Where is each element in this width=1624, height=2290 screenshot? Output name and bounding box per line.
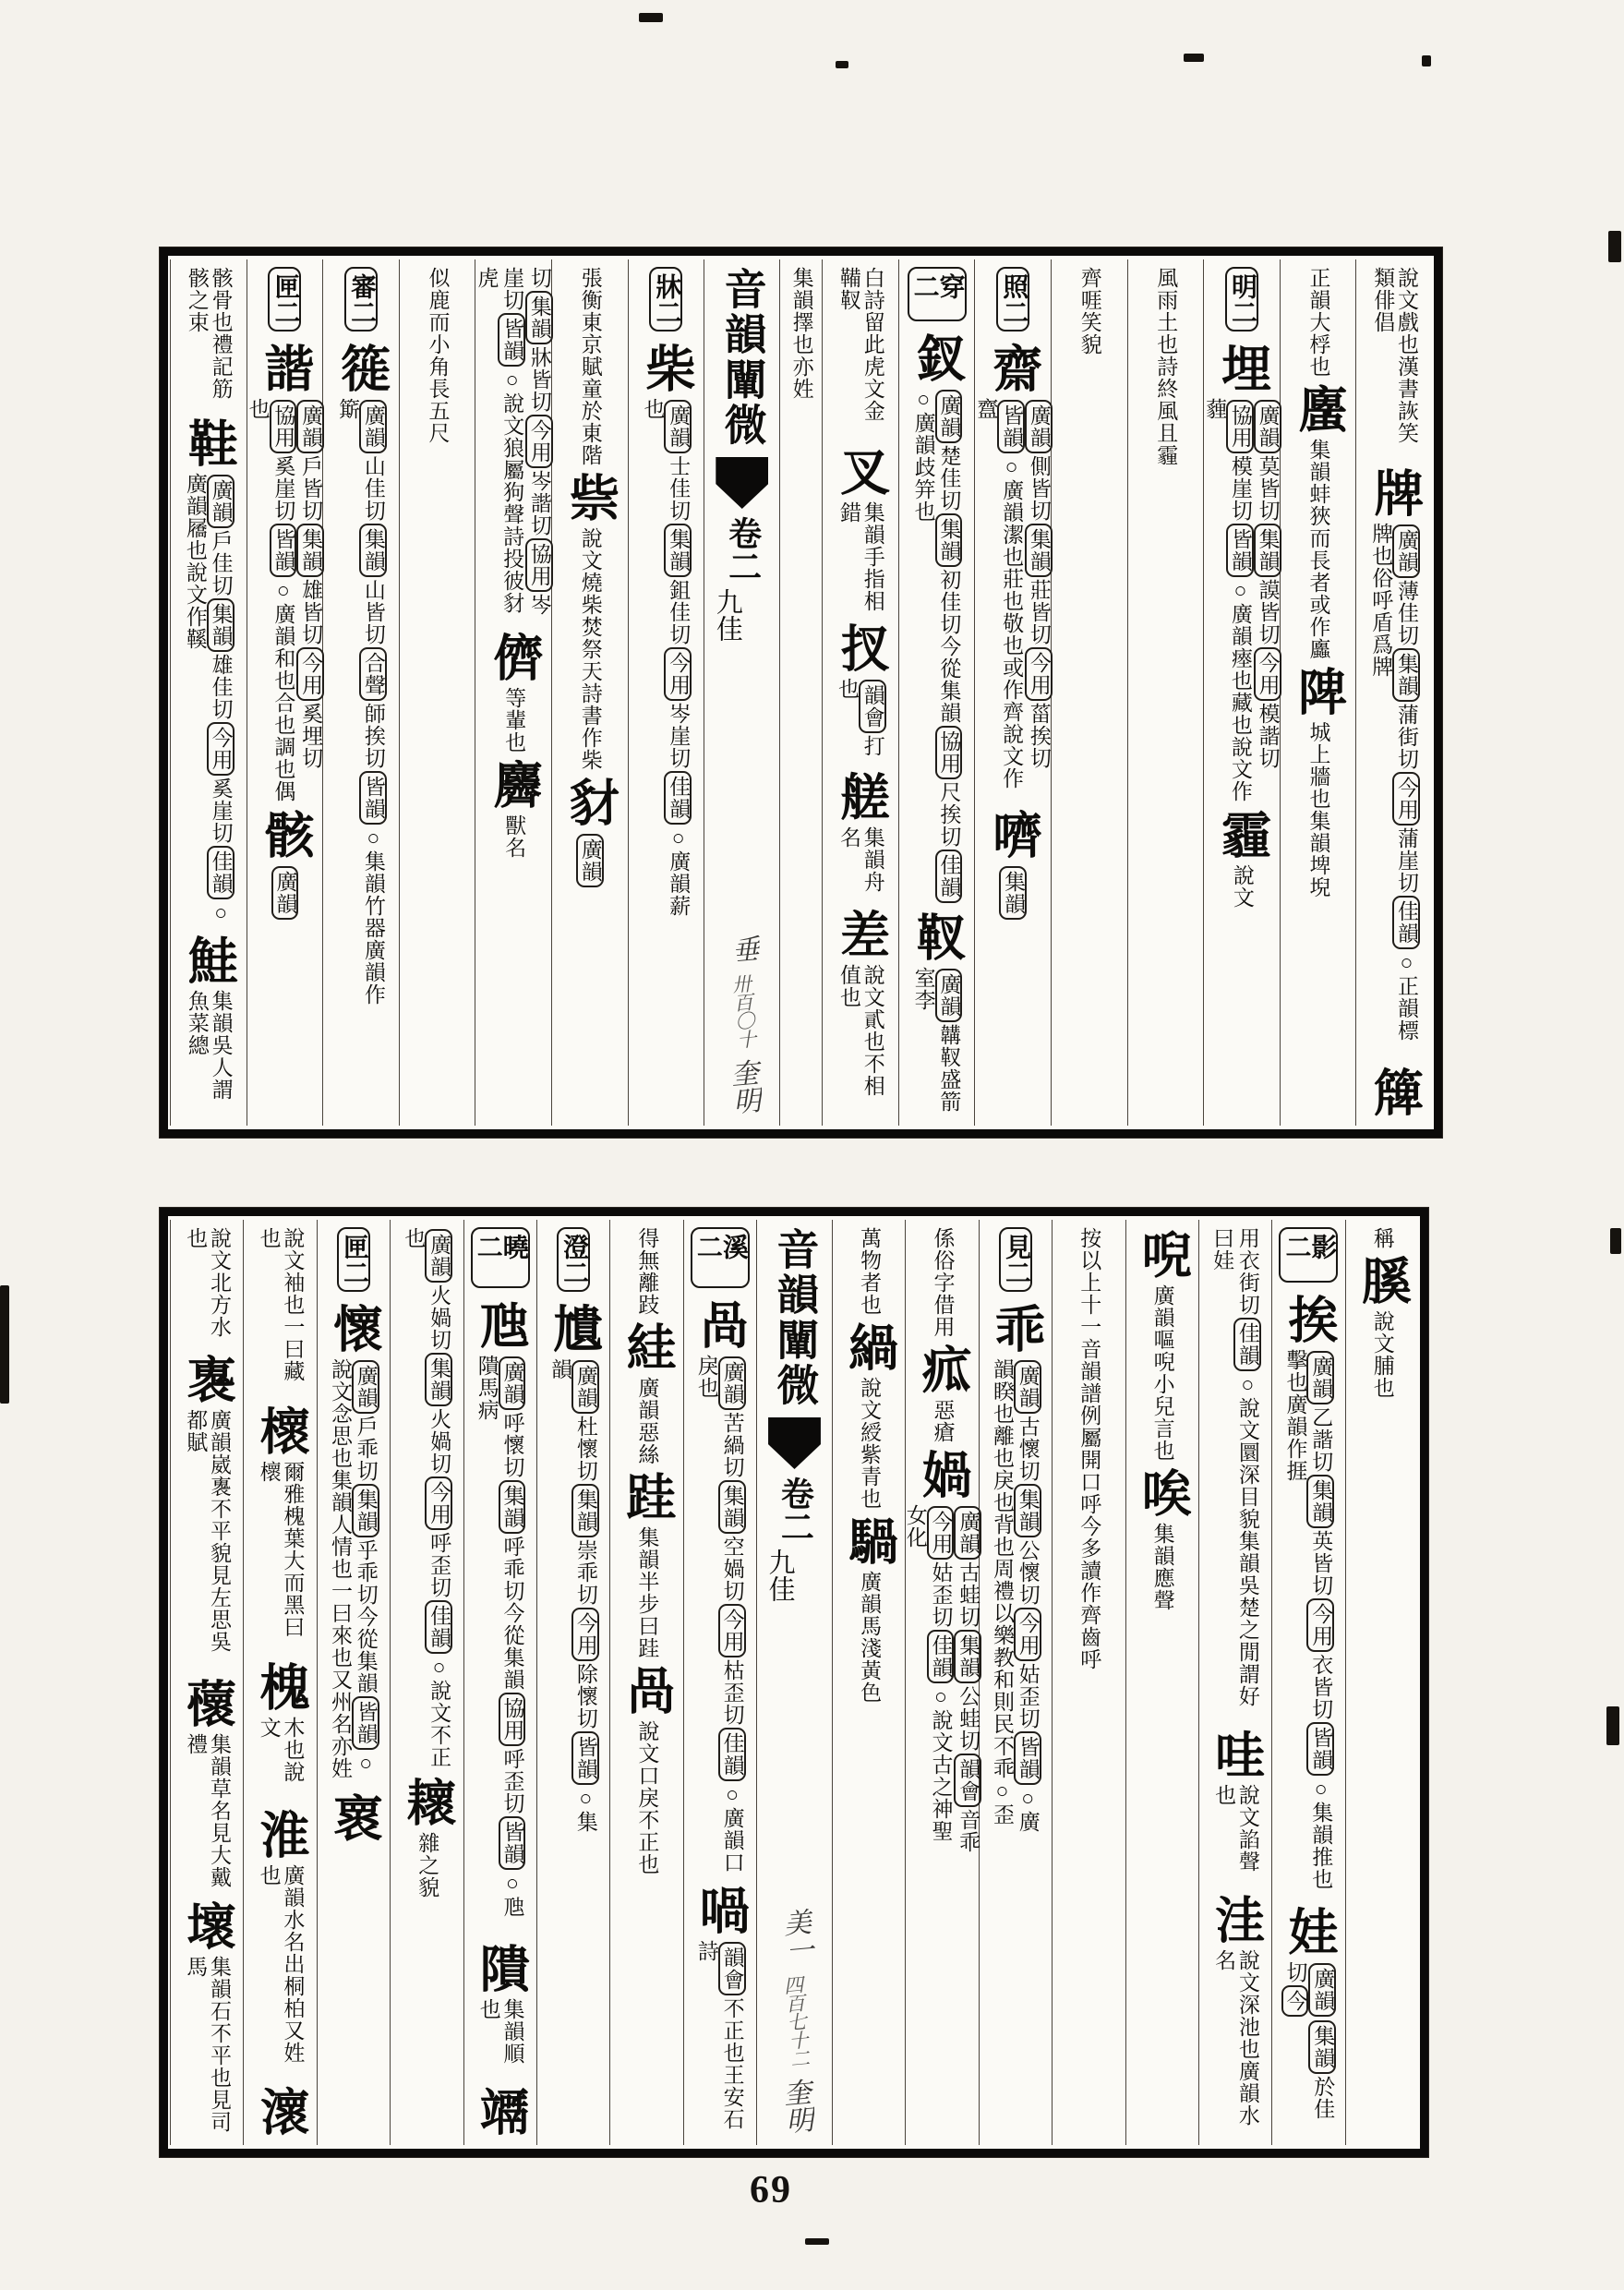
initial-label: 溪二 (691, 1227, 750, 1288)
source-label: 集韻 (296, 524, 324, 577)
ink-artifact (1606, 1706, 1619, 1745)
annotation: 木也說文 (257, 1717, 305, 1784)
annotation: 風雨土也詩終風且霾 (1154, 267, 1178, 466)
source-label: 韻會 (859, 680, 886, 733)
source-label: 韻會 (954, 1754, 981, 1807)
annotation: 廣韻楚佳切集韻初佳切今從集韻協用尺挨切佳韻○廣韻歧笄也 (911, 388, 963, 907)
headword: 叉 (833, 445, 889, 498)
handwritten-mark: 垂 (726, 934, 759, 965)
headword: 槐 (253, 1661, 309, 1714)
source-label: 集韻 (525, 291, 553, 344)
text-column (905, 1220, 978, 2145)
source-label: 協用 (1226, 400, 1254, 453)
headword: 儕 (486, 632, 542, 683)
source-label: 皆韻 (270, 524, 297, 577)
headword: 瀤 (253, 2086, 309, 2138)
annotation: 廣韻戶佳切集韻雄佳切今用奚崖切佳韻○廣韻屩也說文作鞵 (183, 472, 233, 925)
source-label: 廣韻 (425, 1229, 452, 1283)
headword: 簰 (1366, 1067, 1423, 1118)
headword: 蘹 (179, 1677, 235, 1730)
annotation: 齊啀笑貌 (1077, 267, 1101, 356)
initial-label: 穿二 (908, 267, 967, 321)
annotation: 骸骨也禮記筋骸之束 (185, 267, 233, 400)
annotation: 廣韻惡絲 (635, 1377, 659, 1465)
source-label: 廣韻 (1392, 524, 1420, 578)
source-label: 佳韻 (1233, 1318, 1261, 1371)
text-column (536, 1220, 609, 2145)
annotation: 獸名 (502, 814, 526, 859)
headword: 膎 (1354, 1255, 1411, 1307)
annotation: 廣韻戶皆切集韻雄皆切今用奚埋切協用奚崖切皆韻○廣韻和也合也調也偶也 (246, 398, 323, 802)
source-label: 集韻 (935, 513, 963, 567)
headword: 骸 (258, 809, 314, 861)
source-label: 皆韻 (498, 313, 525, 367)
headword: 扠 (833, 621, 889, 674)
annotation: 集韻順也 (476, 1998, 524, 2066)
headword: 咼 (692, 1299, 749, 1352)
handwritten-mark: 奎明 (725, 1057, 761, 1116)
ink-artifact (836, 61, 848, 68)
text-column (832, 1220, 905, 2145)
headword: 壞 (179, 1900, 235, 1952)
annotation: 集韻蚌狹而長者或作蠯 (1306, 439, 1330, 660)
source-label: 廣韻 (499, 1356, 526, 1410)
source-label: 集韻 (1392, 648, 1420, 702)
headword: 懷 (326, 1303, 382, 1355)
headword: 淮 (253, 1808, 309, 1861)
source-label: 今用 (664, 647, 692, 701)
bottom-text-block (160, 1208, 1428, 2157)
source-label: 廣韻 (352, 1360, 379, 1414)
text-column (551, 259, 628, 1126)
annotation (999, 864, 1027, 922)
source-label: 今用 (571, 1608, 599, 1661)
text-column (243, 1220, 316, 2145)
annotation: 廣韻水名出桐柏又姓也 (257, 1863, 305, 2064)
source-label: 皆韻 (359, 771, 387, 825)
page-number: 69 (750, 2169, 792, 2212)
source-label: 今用 (1025, 647, 1053, 701)
annotation: 廣韻杜懷切集韻崇乖切今用除懷切皆韻○集韻 (548, 1358, 597, 1833)
annotation: 韻會不正也王安石詩 (694, 1939, 744, 2130)
text-column (779, 259, 822, 1126)
annotation: 雜之貌 (415, 1832, 439, 1898)
handwritten-mark: 卅百〇十 (728, 973, 758, 1049)
initial-label: 曉二 (471, 1227, 530, 1288)
handwritten-mark: 奎明 (776, 2077, 813, 2136)
text-column (822, 259, 898, 1126)
source-label: 廣韻 (296, 400, 324, 453)
top-text-block (160, 247, 1442, 1138)
source-label: 廣韻 (207, 475, 235, 528)
annotation: 城上牆也集韻埤堄 (1306, 721, 1330, 898)
annotation: 說文北方水也 (184, 1227, 231, 1338)
annotation: 廣韻莫皆切集韻謨皆切今用模諧切協用模崖切皆韻○廣韻瘞也藏也說文作薶 (1203, 398, 1280, 802)
text-column (1051, 259, 1127, 1126)
annotation: 廣韻乙諧切集韻英皆切今用衣皆切皆韻○集韻推也擊也廣韻作捱 (1283, 1348, 1333, 1890)
headword: 跬 (619, 1471, 675, 1523)
text-column (1345, 1220, 1418, 2145)
source-label: 廣韻 (571, 1360, 599, 1414)
source-label: 集韻 (999, 866, 1027, 920)
text-column (1271, 1220, 1344, 2145)
annotation: 說文袖也一曰藏也 (257, 1227, 305, 1382)
headword: 螷 (1291, 383, 1347, 435)
source-label: 皆韻 (997, 400, 1025, 453)
initial-label: 牀二 (649, 267, 682, 331)
annotation: 廣韻側皆切集韻莊皆切今用菑挨切皆韻○廣韻潔也莊也敬也或作齊說文作齍 (974, 398, 1051, 789)
annotation: 集韻擇也亦姓 (789, 267, 813, 400)
annotation: 說文 (1230, 864, 1254, 909)
source-label: 集韻 (352, 1484, 379, 1537)
source-label: 協用 (525, 538, 553, 592)
headword: 娃 (1281, 1905, 1337, 1958)
text-column (974, 259, 1051, 1126)
headword: 嚌 (985, 809, 1041, 861)
source-label: 皆韻 (1306, 1722, 1334, 1776)
headword: 哇 (1208, 1728, 1264, 1780)
annotation: 廣韻集韻於佳切今 (1281, 1961, 1337, 2138)
headword: 埋 (1214, 343, 1270, 394)
source-label: 佳韻 (718, 1728, 746, 1781)
annotation: 廣韻韝靫盛箭室李 (911, 967, 961, 1114)
source-label: 今用 (1392, 772, 1420, 826)
source-label: 佳韻 (664, 771, 692, 825)
headword: 唉 (1135, 1467, 1191, 1519)
headword: 褱 (326, 1792, 382, 1844)
text-column (317, 1220, 390, 2145)
text-column (683, 1220, 756, 2145)
source-label: 集韻 (425, 1353, 452, 1406)
source-label: 廣韻 (271, 866, 299, 920)
source-label: 皆韻 (571, 1731, 599, 1785)
text-column (628, 259, 704, 1126)
source-label: 集韻 (1254, 524, 1281, 577)
text-column (399, 259, 475, 1126)
source-label: 廣韻 (1306, 1351, 1334, 1404)
ink-artifact (0, 1285, 9, 1404)
initial-label: 明二 (1225, 267, 1258, 331)
headword: 虺 (473, 1298, 529, 1351)
headword: 釵 (909, 331, 966, 384)
annotation: 說文綬紫青也 (858, 1377, 882, 1510)
book-title: 音韻闡微 (771, 1227, 819, 1408)
source-label: 集韻 (207, 598, 235, 652)
source-label: 集韻 (1025, 524, 1053, 577)
source-label: 佳韻 (207, 846, 235, 899)
headword: 唲 (1135, 1229, 1191, 1281)
source-label: 佳韻 (425, 1600, 452, 1654)
fishtail-divider-icon (716, 457, 768, 509)
annotation: 萬物者也 (858, 1227, 882, 1316)
headword: 簁 (333, 343, 390, 394)
annotation: 係俗字借用 (931, 1227, 955, 1338)
annotation: 集韻應聲 (1150, 1523, 1174, 1611)
annotation (576, 832, 604, 889)
annotation: 爾雅槐葉大而黑曰櫰 (257, 1461, 305, 1639)
source-label: 今用 (1014, 1608, 1041, 1661)
annotation: 廣韻火媧切集韻火媧切今用呼歪切佳韻○說文不正也 (402, 1227, 451, 1768)
annotation: 廣韻呼懷切集韻呼乖切今從集韻協用呼歪切皆韻○虺隤馬病 (475, 1354, 524, 1918)
headword: 洼 (1208, 1893, 1264, 1946)
annotation: 集韻半步曰跬 (635, 1526, 659, 1659)
headword: 齋 (985, 343, 1041, 394)
headword: 竵 (473, 2086, 529, 2138)
source-label: 今用 (425, 1476, 452, 1530)
annotation: 張衡東京賦童於東階 (578, 267, 602, 466)
initial-label: 見二 (999, 1227, 1032, 1292)
annotation: 等輩也 (502, 687, 526, 753)
source-label: 協用 (935, 726, 963, 779)
rhyme-label: 九佳 (764, 1549, 795, 1602)
source-label: 集韻 (571, 1484, 599, 1537)
source-label: 廣韻 (954, 1506, 981, 1560)
ink-artifact (1184, 54, 1204, 62)
source-label: 集韻 (954, 1630, 981, 1683)
source-label: 佳韻 (1392, 896, 1420, 949)
source-label: 今用 (718, 1604, 746, 1657)
annotation: 集韻草名見大戴禮 (184, 1732, 231, 1888)
annotation: 切集韻牀皆切今用岑諧切協用岑崖切皆韻○說文狼屬狗聲詩投彼豺虎 (475, 267, 551, 616)
headword: 差 (833, 909, 889, 961)
handwritten-marks (775, 1903, 815, 2139)
headword: 咼 (619, 1665, 675, 1717)
text-column (979, 1220, 1052, 2145)
headword: 諧 (258, 343, 314, 394)
annotation: 集韻手指相錯 (837, 500, 884, 612)
text-column (463, 1220, 536, 2145)
initial-label: 審二 (344, 267, 378, 331)
annotation: 廣韻古蛙切集韻公蛙切韻會音乖今用姑歪切佳韻○說文古之神聖女化 (903, 1504, 980, 1853)
source-label: 韻會 (718, 1942, 746, 1995)
headword: 喎 (692, 1884, 749, 1936)
headword: 豺 (562, 777, 619, 828)
source-label: 集韻 (359, 524, 387, 577)
headword: 尵 (546, 1303, 602, 1355)
annotation: 集韻舟名 (837, 826, 884, 893)
source-label: 皆韻 (499, 1816, 526, 1870)
annotation: 廣韻士佳切集韻鉏佳切今用岑崖切佳韻○廣韻薪也 (641, 398, 691, 917)
annotation: 說文脯也 (1370, 1310, 1394, 1399)
annotation: 廣韻苦緺切集韻空媧切今用枯歪切佳韻○廣韻口戾也 (694, 1355, 744, 1874)
headword: 緺 (841, 1321, 897, 1373)
ink-artifact (1608, 231, 1621, 262)
headword: 牌 (1366, 466, 1423, 519)
annotation: 廣韻古懷切集韻公懷切今用姑歪切皆韻○廣韻睽也離也戾也背也周禮以樂教和則民不乖○歪 (990, 1358, 1040, 1833)
headword: 陴 (1291, 666, 1347, 717)
headword: 絓 (619, 1321, 675, 1373)
annotation (271, 864, 299, 922)
headword: 褢 (179, 1354, 235, 1406)
annotation: 韻會打也 (836, 677, 884, 757)
source-label: 今用 (1306, 1598, 1334, 1652)
source-label: 今用 (525, 415, 553, 468)
initial-label: 照二 (996, 267, 1029, 331)
annotation: 集韻石不平也見司馬 (184, 1956, 231, 2133)
text-column (1198, 1220, 1271, 2145)
source-label: 集韻 (664, 524, 692, 577)
source-label: 今用 (207, 722, 235, 776)
annotation: 按以上十一音韻譜例屬開口呼今多讀作齊齒呼 (1077, 1227, 1101, 1670)
source-label: 皆韻 (1014, 1731, 1041, 1785)
text-column (1125, 1220, 1198, 2145)
headword: 鮭 (181, 934, 237, 986)
volume-label: 卷二 (724, 516, 762, 583)
ink-artifact (1610, 1228, 1621, 1254)
annotation: 惡瘡 (931, 1399, 955, 1443)
annotation: 廣韻戶乖切集韻乎乖切今從集韻皆韻○說文念思也集韻人情也一曰來也又州名亦姓 (328, 1358, 378, 1779)
initial-label: 澄二 (557, 1227, 590, 1292)
text-column (898, 259, 975, 1126)
title-column (756, 1220, 832, 2145)
source-label: 廣韻 (1254, 400, 1281, 453)
headword: 櫰 (253, 1405, 309, 1458)
headword: 艖 (833, 770, 889, 823)
source-label: 集韻 (1306, 1475, 1334, 1528)
text-column (322, 259, 399, 1126)
source-label: 廣韻 (1014, 1360, 1041, 1414)
source-label: 廣韻 (664, 400, 692, 453)
text-column (475, 259, 551, 1126)
source-label: 集韻 (1308, 2020, 1336, 2074)
annotation: 說文諂聲也 (1212, 1783, 1259, 1873)
source-label: 佳韻 (935, 850, 963, 903)
annotation: 廣韻薄佳切集韻蒲街切今用蒲崖切佳韻○正韻標牌也俗呼盾爲牌 (1369, 522, 1418, 1042)
annotation: 廣韻嘔唲小兒言也 (1150, 1284, 1174, 1462)
annotation: 用衣街切佳韻○說文圜深目貌集韻吳楚之閒謂好曰娃 (1210, 1227, 1259, 1707)
title-column (704, 259, 779, 1126)
source-label: 廣韻 (1308, 1963, 1336, 2017)
source-label: 廣韻 (935, 390, 963, 443)
volume-label: 卷二 (776, 1476, 814, 1543)
source-label: 皆韻 (352, 1696, 379, 1750)
source-label: 廣韻 (718, 1356, 746, 1410)
text-column (390, 1220, 463, 2145)
rhyme-label: 九佳 (712, 588, 742, 642)
handwritten-marks (722, 930, 763, 1120)
headword: 騧 (841, 1515, 897, 1567)
headword: 挨 (1281, 1293, 1337, 1345)
text-column (1127, 259, 1204, 1126)
initial-label: 匣二 (337, 1227, 370, 1292)
headword: 媧 (915, 1449, 971, 1501)
initial-label: 影二 (1279, 1227, 1338, 1283)
annotation: 說文燒柴焚祭天詩書作柴 (578, 527, 602, 771)
text-column (1052, 1220, 1125, 2145)
headword: 鞋 (181, 416, 237, 469)
ink-artifact (639, 13, 663, 22)
headword: 隤 (473, 1943, 529, 1995)
text-column (609, 1220, 682, 2145)
source-label: 今用 (296, 647, 324, 701)
annotation: 稱 (1370, 1227, 1394, 1249)
ink-artifact (1422, 55, 1431, 66)
annotation: 廣韻崴褢不平貌見左思吳都賦 (184, 1409, 231, 1654)
annotation: 說文戲也漢書詼笑類俳倡 (1371, 267, 1418, 444)
source-label: 廣韻 (935, 969, 963, 1022)
source-label: 協用 (499, 1693, 526, 1746)
headword: 乖 (988, 1303, 1044, 1355)
text-column (1355, 259, 1432, 1126)
annotation: 廣韻馬淺黃色 (858, 1571, 882, 1704)
headword: 靫 (909, 911, 966, 964)
source-label: 合聲 (359, 647, 387, 701)
annotation: 廣韻山佳切集韻山皆切合聲師挨切皆韻○集韻竹器廣韻作簛 (336, 398, 385, 1006)
text-column (1280, 259, 1356, 1126)
source-label: 廣韻 (359, 400, 387, 453)
source-label: 今用 (927, 1506, 955, 1560)
annotation: 說文貳也不相值也 (837, 964, 884, 1098)
initial-label: 匣二 (268, 267, 301, 331)
headword: 祡 (562, 472, 619, 524)
annotation: 說文口戾不正也 (635, 1720, 659, 1875)
source-label: 廣韻 (576, 834, 604, 887)
headword: 㽿 (915, 1344, 971, 1395)
annotation: 集韻吳人謂魚菜總 (185, 989, 233, 1101)
headword: 柴 (638, 343, 694, 394)
annotation: 正韻大桴也 (1306, 267, 1330, 378)
source-label: 集韻 (1014, 1484, 1041, 1537)
annotation: 似鹿而小角長五尺 (426, 267, 450, 444)
text-column (170, 259, 247, 1126)
headword: 麡 (486, 759, 542, 811)
annotation: 說文深池也廣韻水名 (1212, 1948, 1259, 2127)
book-title: 音韻闡微 (718, 267, 766, 448)
source-label: 今 (1281, 1985, 1309, 2017)
handwritten-mark: 美一 (776, 1907, 813, 1966)
source-label: 協用 (270, 400, 297, 453)
annotation: 得無離跂 (635, 1227, 659, 1316)
source-label: 廣韻 (1025, 400, 1053, 453)
source-label: 今用 (1254, 647, 1281, 701)
handwritten-mark: 四百七十二 (780, 1974, 811, 2068)
headword: 霾 (1214, 809, 1270, 861)
source-label: 集韻 (499, 1480, 526, 1534)
text-column (1203, 259, 1280, 1126)
source-label: 皆韻 (1226, 524, 1254, 577)
source-label: 佳韻 (927, 1630, 955, 1683)
headword: 耲 (399, 1777, 455, 1828)
fishtail-divider-icon (768, 1417, 821, 1469)
ink-artifact (805, 2238, 829, 2245)
text-column (247, 259, 323, 1126)
source-label: 集韻 (718, 1480, 746, 1534)
annotation: 白詩留此虎文金鞴靫 (837, 267, 884, 422)
text-column (170, 1220, 243, 2145)
